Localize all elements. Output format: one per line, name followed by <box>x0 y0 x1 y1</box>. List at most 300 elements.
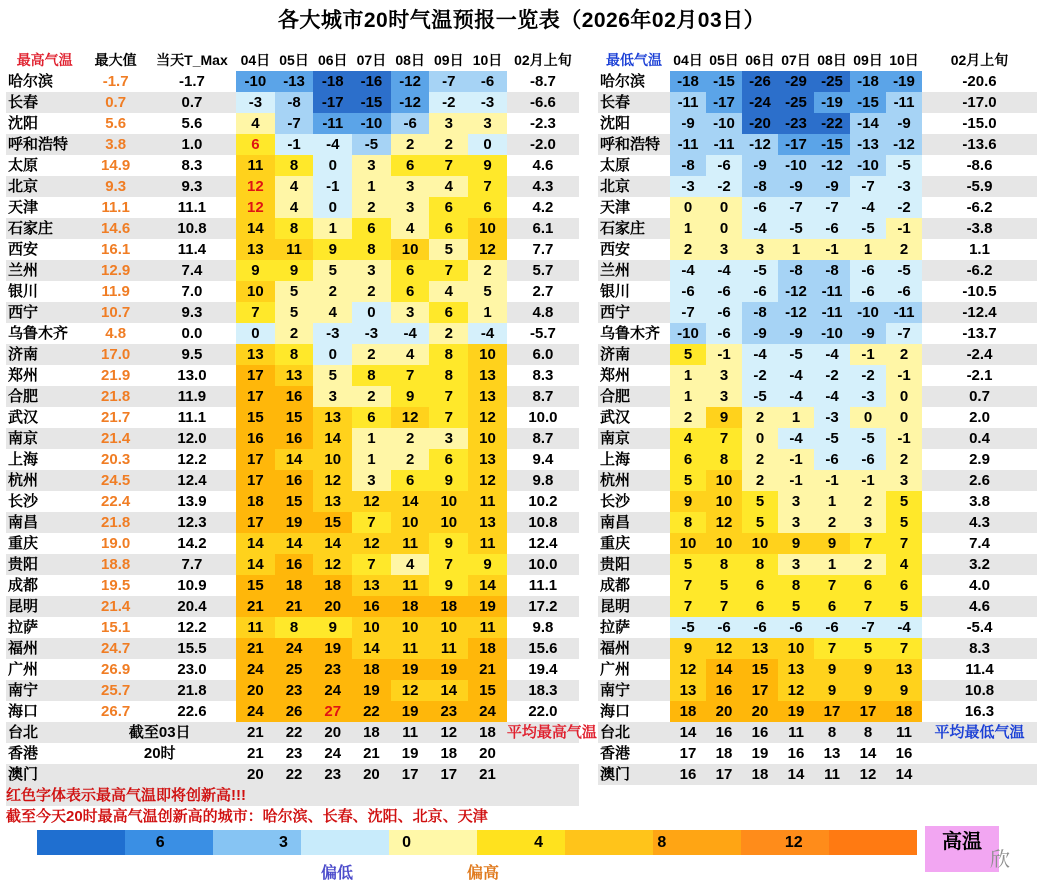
avg-low-caption: 平均最低气温 <box>922 722 1037 743</box>
forecast-high-cell: -2 <box>429 92 468 113</box>
forecast-high-cell: 13 <box>236 344 275 365</box>
forecast-low-cell: 2 <box>886 449 922 470</box>
forecast-low-cell: 5 <box>670 470 706 491</box>
forecast-low-cell: 10 <box>706 533 742 554</box>
today-max: 23.0 <box>148 659 236 680</box>
today-max: 11.1 <box>148 197 236 218</box>
forecast-low-cell: 6 <box>742 575 778 596</box>
forecast-high-cell: 11 <box>236 617 275 638</box>
forecast-low-cell: -6 <box>742 197 778 218</box>
forecast-high-cell: 13 <box>468 449 507 470</box>
low-table-row <box>598 302 1037 323</box>
extra-high-cell: 22 <box>275 722 314 743</box>
spacer-cell <box>922 743 1037 764</box>
high-table-row <box>6 680 579 701</box>
forecast-high-cell: 6 <box>429 197 468 218</box>
city-name: 南宁 <box>6 680 83 701</box>
forecast-low-cell: 3 <box>778 554 814 575</box>
forecast-low-cell: -6 <box>742 281 778 302</box>
forecast-high-cell: 8 <box>275 344 314 365</box>
max-value: 11.9 <box>83 281 148 302</box>
forecast-high-cell: 19 <box>313 638 352 659</box>
forecast-low-cell: -12 <box>814 155 850 176</box>
forecast-high-cell: 11 <box>391 638 430 659</box>
forecast-high-cell: 2 <box>352 281 391 302</box>
high-table-row <box>6 659 579 680</box>
forecast-high-cell: 3 <box>352 155 391 176</box>
forecast-high-cell: 5 <box>275 302 314 323</box>
forecast-low-cell: -18 <box>670 71 706 92</box>
low-table-extra-row <box>598 743 1037 764</box>
forecast-high-cell: 4 <box>391 554 430 575</box>
forecast-high-cell: 13 <box>313 407 352 428</box>
avg-high: -2.0 <box>507 134 579 155</box>
avg-high: 5.7 <box>507 260 579 281</box>
extra-low-cell: 13 <box>814 743 850 764</box>
forecast-low-cell: -12 <box>778 302 814 323</box>
city-name: 杭州 <box>6 470 83 491</box>
low-header-cell: 05日 <box>709 52 739 68</box>
extra-low-cell: 16 <box>886 743 922 764</box>
today-max: 12.0 <box>148 428 236 449</box>
today-max: 5.6 <box>148 113 236 134</box>
extra-high-cell: 17 <box>391 764 430 785</box>
avg-high: 8.7 <box>507 386 579 407</box>
forecast-high-cell: 6 <box>429 302 468 323</box>
forecast-high-cell: 26 <box>275 701 314 722</box>
low-table-row <box>598 449 1037 470</box>
forecast-high-cell: 0 <box>236 323 275 344</box>
low-header-cell: 06日 <box>745 52 775 68</box>
extra-low-cell: 16 <box>670 764 706 785</box>
city-name: 广州 <box>6 659 83 680</box>
forecast-high-cell: 17 <box>236 470 275 491</box>
city-name: 长春 <box>598 92 670 113</box>
forecast-low-cell: 12 <box>778 680 814 701</box>
low-table-row <box>598 470 1037 491</box>
city-name: 西宁 <box>598 302 670 323</box>
high-table-row <box>6 113 579 134</box>
forecast-low-cell: -6 <box>886 281 922 302</box>
low-header-cell: 08日 <box>817 52 847 68</box>
high-header-cell: 当天T_Max <box>156 52 228 68</box>
high-header-cell: 08日 <box>395 52 425 68</box>
forecast-low-cell: -1 <box>814 239 850 260</box>
forecast-high-cell: 4 <box>275 197 314 218</box>
forecast-high-cell: 24 <box>236 659 275 680</box>
high-table-extra-row <box>6 764 579 785</box>
forecast-low-cell: 2 <box>670 239 706 260</box>
high-header-cell: 09日 <box>434 52 464 68</box>
high-temp-table <box>6 50 597 827</box>
forecast-low-cell: 2 <box>670 407 706 428</box>
max-value: 21.4 <box>83 428 148 449</box>
high-table-row <box>6 386 579 407</box>
forecast-low-cell: 0 <box>886 386 922 407</box>
extra-low-cell: 14 <box>850 743 886 764</box>
forecast-high-cell: 13 <box>468 512 507 533</box>
as-of-time: 20时 <box>83 743 236 764</box>
forecast-high-cell: 4 <box>236 113 275 134</box>
low-table-row <box>598 617 1037 638</box>
forecast-high-cell: 0 <box>352 302 391 323</box>
forecast-low-cell: 4 <box>886 554 922 575</box>
low-table-row <box>598 512 1037 533</box>
extra-high-cell: 19 <box>391 743 430 764</box>
high-table-row <box>6 554 579 575</box>
low-header-cell: 04日 <box>673 52 703 68</box>
max-value: 3.8 <box>83 134 148 155</box>
forecast-high-cell: 14 <box>468 575 507 596</box>
avg-low: -6.2 <box>922 260 1037 281</box>
legend-color-segment <box>37 830 125 855</box>
forecast-low-cell: -4 <box>778 386 814 407</box>
forecast-low-cell: -9 <box>850 323 886 344</box>
forecast-low-cell: 7 <box>670 575 706 596</box>
city-name: 沈阳 <box>6 113 83 134</box>
city-name: 沈阳 <box>598 113 670 134</box>
forecast-low-cell: -6 <box>706 281 742 302</box>
forecast-low-cell: -2 <box>742 365 778 386</box>
forecast-high-cell: 4 <box>313 302 352 323</box>
forecast-high-cell: -12 <box>391 71 430 92</box>
forecast-high-cell: -12 <box>391 92 430 113</box>
forecast-high-cell: 24 <box>275 638 314 659</box>
forecast-high-cell: 10 <box>429 512 468 533</box>
today-max: 12.2 <box>148 617 236 638</box>
forecast-low-cell: 9 <box>670 491 706 512</box>
avg-high: 10.0 <box>507 554 579 575</box>
extra-low-cell: 8 <box>850 722 886 743</box>
max-value: 20.3 <box>83 449 148 470</box>
forecast-low-cell: -8 <box>778 260 814 281</box>
forecast-high-cell: 6 <box>236 134 275 155</box>
forecast-low-cell: -10 <box>850 302 886 323</box>
forecast-high-cell: 11 <box>391 533 430 554</box>
high-header-cell: 05日 <box>279 52 309 68</box>
city-name: 澳门 <box>598 764 670 785</box>
forecast-low-cell: -8 <box>742 176 778 197</box>
city-name: 台北 <box>6 722 83 743</box>
avg-high: 9.4 <box>507 449 579 470</box>
forecast-high-cell: 10 <box>391 617 430 638</box>
city-name: 贵阳 <box>598 554 670 575</box>
high-table-row <box>6 491 579 512</box>
forecast-low-cell: 4 <box>670 428 706 449</box>
low-table-row <box>598 386 1037 407</box>
forecast-low-cell: 13 <box>742 638 778 659</box>
forecast-low-cell: -26 <box>742 71 778 92</box>
forecast-low-cell: 13 <box>886 659 922 680</box>
avg-low: 4.0 <box>922 575 1037 596</box>
forecast-low-cell: 8 <box>742 554 778 575</box>
forecast-low-cell: 5 <box>742 512 778 533</box>
avg-low: -3.8 <box>922 218 1037 239</box>
low-table-row <box>598 701 1037 722</box>
forecast-high-cell: -1 <box>275 134 314 155</box>
low-header-cell: 09日 <box>853 52 883 68</box>
high-header-cell: 04日 <box>240 52 271 68</box>
forecast-high-cell: 21 <box>468 659 507 680</box>
forecast-high-cell: 14 <box>236 218 275 239</box>
forecast-low-cell: 15 <box>742 659 778 680</box>
forecast-low-cell: 7 <box>850 533 886 554</box>
city-name: 长沙 <box>598 491 670 512</box>
forecast-high-cell: 9 <box>391 386 430 407</box>
today-max: 13.0 <box>148 365 236 386</box>
avg-high: -6.6 <box>507 92 579 113</box>
extra-low-cell: 16 <box>742 722 778 743</box>
extra-low-cell: 11 <box>778 722 814 743</box>
forecast-low-cell: 10 <box>706 470 742 491</box>
avg-low: -13.6 <box>922 134 1037 155</box>
forecast-low-cell: -6 <box>778 617 814 638</box>
max-value: 24.7 <box>83 638 148 659</box>
extra-low-cell: 17 <box>670 743 706 764</box>
forecast-high-cell: 11 <box>275 239 314 260</box>
forecast-high-cell: 3 <box>391 197 430 218</box>
forecast-low-cell: -3 <box>850 386 886 407</box>
forecast-high-cell: 7 <box>352 512 391 533</box>
high-header-cell: 最高气温 <box>16 52 73 68</box>
forecast-low-cell: -10 <box>850 155 886 176</box>
forecast-high-cell: 2 <box>468 260 507 281</box>
forecast-low-cell: -22 <box>814 113 850 134</box>
forecast-high-cell: 25 <box>275 659 314 680</box>
forecast-low-cell: -11 <box>814 281 850 302</box>
forecast-low-cell: -5 <box>886 155 922 176</box>
high-table-row <box>6 281 579 302</box>
avg-low: -8.6 <box>922 155 1037 176</box>
forecast-high-cell: 18 <box>236 491 275 512</box>
forecast-low-cell: -8 <box>742 302 778 323</box>
forecast-high-cell: 12 <box>391 407 430 428</box>
forecast-low-cell: -7 <box>778 197 814 218</box>
avg-high: 12.4 <box>507 533 579 554</box>
forecast-high-cell: 10 <box>468 428 507 449</box>
forecast-low-cell: 18 <box>886 701 922 722</box>
max-value: 19.5 <box>83 575 148 596</box>
avg-high: 10.2 <box>507 491 579 512</box>
spacer-cell <box>83 764 236 785</box>
forecast-low-cell: 6 <box>886 575 922 596</box>
forecast-high-cell: 10 <box>429 617 468 638</box>
forecast-high-cell: 11 <box>429 638 468 659</box>
forecast-high-cell: 12 <box>468 470 507 491</box>
forecast-low-cell: -8 <box>814 260 850 281</box>
forecast-low-cell: -10 <box>814 323 850 344</box>
city-name: 银川 <box>598 281 670 302</box>
forecast-high-cell: -17 <box>313 92 352 113</box>
hot-temperature-box: 高温 <box>925 826 999 872</box>
forecast-high-cell: 14 <box>391 491 430 512</box>
forecast-high-cell: 10 <box>391 512 430 533</box>
forecast-high-cell: 2 <box>275 323 314 344</box>
high-header-cell: 07日 <box>356 52 387 68</box>
forecast-low-cell: -11 <box>814 302 850 323</box>
avg-high: 2.7 <box>507 281 579 302</box>
city-name: 西安 <box>6 239 83 260</box>
city-name: 台北 <box>598 722 670 743</box>
forecast-low-cell: 1 <box>814 554 850 575</box>
extra-low-cell: 16 <box>778 743 814 764</box>
forecast-high-cell: 3 <box>468 113 507 134</box>
forecast-high-cell: 8 <box>275 218 314 239</box>
forecast-low-cell: -7 <box>850 617 886 638</box>
forecast-low-cell: 6 <box>850 575 886 596</box>
high-header-cell: 02月上旬 <box>514 52 572 68</box>
city-name: 天津 <box>598 197 670 218</box>
forecast-high-cell: 16 <box>352 596 391 617</box>
forecast-low-cell: 17 <box>850 701 886 722</box>
forecast-low-cell: 9 <box>814 680 850 701</box>
extra-high-cell: 18 <box>429 743 468 764</box>
forecast-high-cell: -4 <box>468 323 507 344</box>
forecast-low-cell: 5 <box>886 491 922 512</box>
forecast-low-cell: 20 <box>706 701 742 722</box>
forecast-low-cell: 12 <box>706 512 742 533</box>
low-table-row <box>598 365 1037 386</box>
forecast-high-cell: 14 <box>236 554 275 575</box>
forecast-low-cell: -5 <box>850 428 886 449</box>
extra-high-cell: 11 <box>391 722 430 743</box>
avg-high: 6.1 <box>507 218 579 239</box>
forecast-low-cell: 3 <box>778 491 814 512</box>
forecast-high-cell: 12 <box>236 197 275 218</box>
forecast-high-cell: 3 <box>352 470 391 491</box>
forecast-high-cell: 9 <box>429 533 468 554</box>
forecast-low-cell: 5 <box>778 596 814 617</box>
forecast-low-cell: 7 <box>670 596 706 617</box>
city-name: 长沙 <box>6 491 83 512</box>
forecast-low-cell: -5 <box>886 260 922 281</box>
max-value: 21.8 <box>83 386 148 407</box>
forecast-low-cell: -6 <box>706 323 742 344</box>
forecast-low-cell: -4 <box>706 260 742 281</box>
avg-high: 10.0 <box>507 407 579 428</box>
forecast-low-cell: -6 <box>814 449 850 470</box>
avg-low: 8.3 <box>922 638 1037 659</box>
avg-low: 0.7 <box>922 386 1037 407</box>
high-table-row <box>6 323 579 344</box>
forecast-low-cell: 0 <box>742 428 778 449</box>
high-table-row <box>6 575 579 596</box>
forecast-low-cell: -4 <box>742 218 778 239</box>
forecast-high-cell: 2 <box>352 344 391 365</box>
forecast-low-cell: 2 <box>886 239 922 260</box>
extra-low-cell: 17 <box>706 764 742 785</box>
max-value: 22.4 <box>83 491 148 512</box>
forecast-low-cell: 1 <box>814 491 850 512</box>
legend-tick-label: 4 <box>534 834 544 851</box>
legend-warm-label: 偏高 <box>467 865 500 882</box>
forecast-high-cell: 0 <box>313 197 352 218</box>
forecast-high-cell: -7 <box>429 71 468 92</box>
forecast-high-cell: 11 <box>468 617 507 638</box>
forecast-high-cell: 5 <box>313 260 352 281</box>
forecast-high-cell: 8 <box>275 155 314 176</box>
forecast-high-cell: 16 <box>275 386 314 407</box>
forecast-high-cell: 12 <box>352 491 391 512</box>
city-name: 合肥 <box>6 386 83 407</box>
extra-low-cell: 14 <box>886 764 922 785</box>
max-value: 0.7 <box>83 92 148 113</box>
forecast-high-cell: 13 <box>236 239 275 260</box>
forecast-low-cell: 16 <box>706 680 742 701</box>
low-table-row <box>598 575 1037 596</box>
forecast-low-cell: -1 <box>778 470 814 491</box>
low-table-row <box>598 344 1037 365</box>
avg-low: 3.2 <box>922 554 1037 575</box>
forecast-low-cell: 3 <box>706 365 742 386</box>
avg-low: 4.3 <box>922 512 1037 533</box>
city-name: 石家庄 <box>598 218 670 239</box>
forecast-low-cell: 7 <box>814 638 850 659</box>
forecast-low-cell: -11 <box>886 302 922 323</box>
extra-high-cell: 22 <box>275 764 314 785</box>
forecast-high-cell: 1 <box>313 218 352 239</box>
high-table-row <box>6 218 579 239</box>
low-table-row <box>598 260 1037 281</box>
max-value: 26.9 <box>83 659 148 680</box>
forecast-low-cell: 13 <box>670 680 706 701</box>
forecast-low-cell: -6 <box>742 617 778 638</box>
low-table-row <box>598 218 1037 239</box>
forecast-high-cell: 6 <box>429 449 468 470</box>
forecast-low-cell: 2 <box>742 449 778 470</box>
forecast-high-cell: 6 <box>352 218 391 239</box>
today-max: 12.3 <box>148 512 236 533</box>
today-max: 9.5 <box>148 344 236 365</box>
high-table-row <box>6 428 579 449</box>
city-name: 乌鲁木齐 <box>598 323 670 344</box>
low-header-cell: 02月上旬 <box>950 52 1009 68</box>
low-header-cell: 07日 <box>781 52 811 68</box>
forecast-low-cell: 7 <box>706 596 742 617</box>
max-value: 5.6 <box>83 113 148 134</box>
forecast-high-cell: 3 <box>391 302 430 323</box>
legend-tick-label: 3 <box>278 834 288 851</box>
forecast-low-cell: 7 <box>886 638 922 659</box>
as-of-date: 截至03日 <box>83 722 236 743</box>
watermark: 欣 <box>990 849 1010 871</box>
forecast-low-cell: -1 <box>886 365 922 386</box>
forecast-low-cell: 5 <box>742 491 778 512</box>
forecast-low-cell: -17 <box>778 134 814 155</box>
today-max: 21.8 <box>148 680 236 701</box>
low-header-cell: 最低气温 <box>606 52 662 68</box>
extra-high-cell: 18 <box>468 722 507 743</box>
legend-tick-label: 8 <box>657 834 667 851</box>
city-name: 天津 <box>6 197 83 218</box>
forecast-low-cell: 5 <box>670 554 706 575</box>
forecast-low-cell: -17 <box>706 92 742 113</box>
city-name: 兰州 <box>6 260 83 281</box>
city-name: 南昌 <box>6 512 83 533</box>
avg-high: -5.7 <box>507 323 579 344</box>
forecast-high-cell: 19 <box>275 512 314 533</box>
forecast-low-cell: 8 <box>706 449 742 470</box>
forecast-high-cell: 19 <box>468 596 507 617</box>
forecast-low-cell: 0 <box>886 407 922 428</box>
forecast-high-cell: -10 <box>236 71 275 92</box>
forecast-low-cell: -4 <box>670 260 706 281</box>
color-scale-legend <box>37 830 917 855</box>
forecast-high-cell: 3 <box>429 113 468 134</box>
note-record-cities: 截至今天20时最高气温创新高的城市：哈尔滨、长春、沈阳、北京、天津 <box>6 806 579 827</box>
forecast-high-cell: 12 <box>313 470 352 491</box>
forecast-high-cell: 13 <box>275 365 314 386</box>
